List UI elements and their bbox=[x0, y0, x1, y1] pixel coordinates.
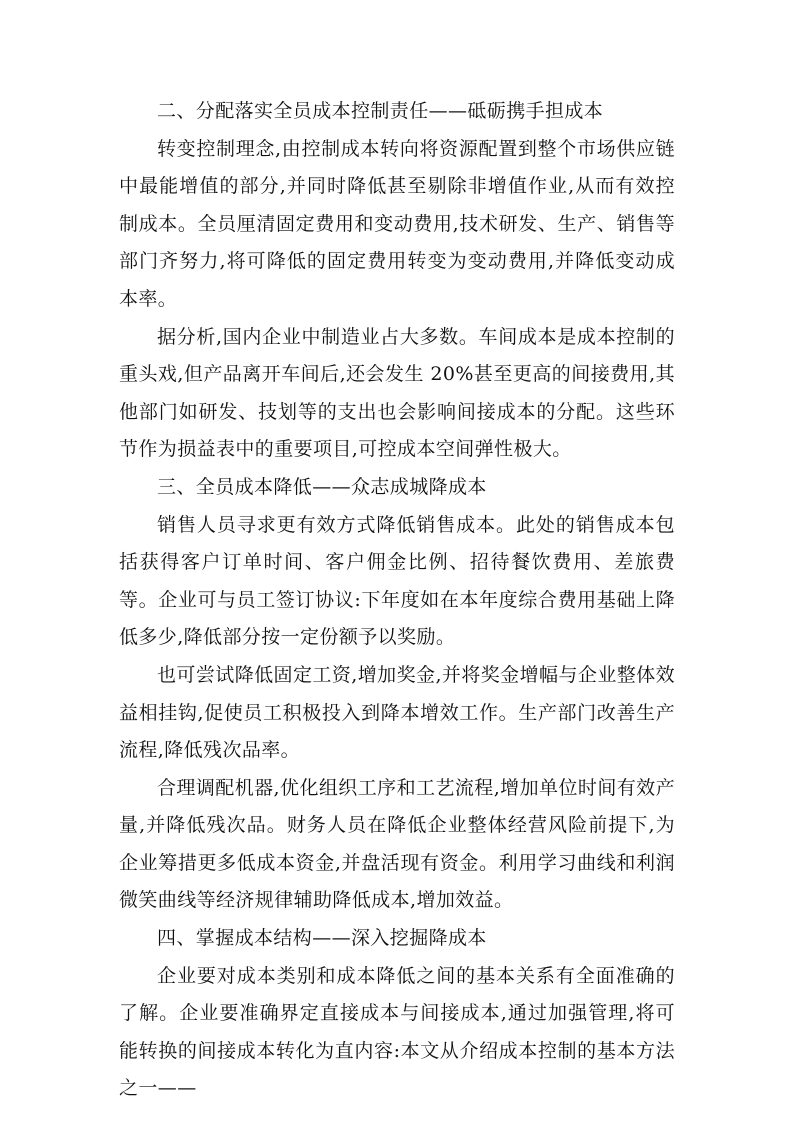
paragraph: 销售人员寻求更有效方式降低销售成本。此处的销售成本包括获得客户订单时间、客户佣金比例、招待餐饮费用、差旅费等。企业可与员工签订协议:下年度如在本年度综合费用基础上降低多少,降低部分按一定份额予以奖励。 bbox=[119, 513, 675, 649]
paragraph: 转变控制理念,由控制成本转向将资源配置到整个市场供应链中最能增值的部分,并同时降低甚至剔除非增值作业,从而有效控制成本。全员厘清固定费用和变动费用,技术研发、生产、销售等部门齐努力,将可降低的固定费用转变为变动费用,并降低变动成本率。 bbox=[119, 137, 675, 310]
paragraph: 据分析,国内企业中制造业占大多数。车间成本是成本控制的重头戏,但产品离开车间后,还会发生 20%甚至更高的间接费用,其他部门如研发、技划等的支出也会影响间接成本的分配。这些环节作为损益表中的重要项目,可控成本空间弹性极大。 bbox=[119, 325, 675, 461]
paragraph: 合理调配机器,优化组织工序和工艺流程,增加单位时间有效产量,并降低残次品。财务人员在降低企业整体经营风险前提下,为企业筹措更多低成本资金,并盘活现有资金。利用学习曲线和利润微笑曲线等经济规律辅助降低成本,增加效益。 bbox=[119, 776, 675, 912]
section-heading-3: 三、全员成本降低——众志成城降成本 bbox=[157, 475, 487, 498]
section-heading-4: 四、掌握成本结构——深入挖掘降成本 bbox=[157, 927, 487, 950]
paragraph: 企业要对成本类别和成本降低之间的基本关系有全面准确的了解。企业要准确界定直接成本与间接成本,通过加强管理,将可能转换的间接成本转化为直内容:本文从介绍成本控制的基本方法之一—— bbox=[119, 964, 675, 1100]
document-body bbox=[119, 93, 675, 1108]
paragraph: 也可尝试降低固定工资,增加奖金,并将奖金增幅与企业整体效益相挂钩,促使员工积极投入到降本增效工作。生产部门改善生产流程,降低残次品率。 bbox=[119, 663, 675, 762]
section-heading-2: 二、分配落实全员成本控制责任——砥砺携手担成本 bbox=[157, 100, 604, 122]
